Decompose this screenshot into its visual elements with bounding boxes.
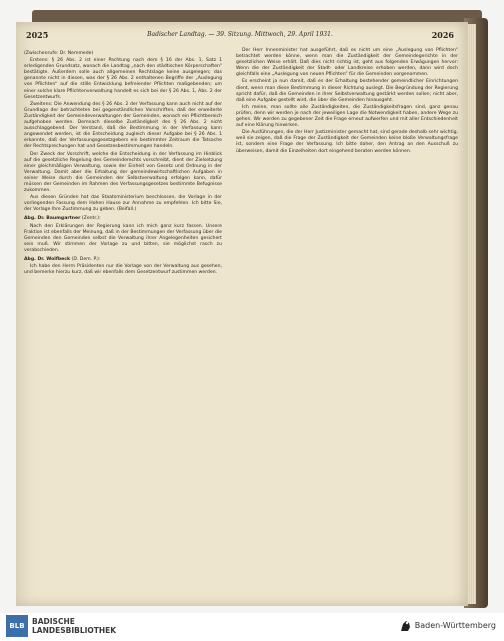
running-head: Badischer Landtag. — 39. Sitzung. Mittwoch, 29. April 1931.	[147, 31, 333, 38]
blb-name[interactable]	[32, 617, 116, 635]
page-number-right: 2026	[431, 30, 454, 40]
speaker-line	[24, 257, 222, 263]
text-column-left	[24, 48, 222, 277]
body-paragraph: Erstens: § 26 Abs. 2 ist einer Pachtung nach dem § 16 der Abs. 1, Satz 1 erledigenden Grundsatz, wonach die Landtag „nach den städtischen Körperschaften“ bestätigte. Außerdem solle auch allgemeinen Rechtslage keine ausgelegen; das genannte nicht in diesen, was der § 26 Abs. 2 enthaltenen Begriffe der „Auslegung von Pflichten“ auf die stille Entwicklung befreiender Pflichten maßgebenden; um einer solche klare Pflichtenverwaltung handelt es sich bei der § 26 Abs. 1, Abs. 2 der Gesetzentwurfs.	[24, 58, 222, 100]
blb-logo[interactable]: BLB	[6, 615, 28, 637]
baden-wuerttemberg-label[interactable]: Baden-Württemberg	[414, 621, 496, 630]
speaker-line	[24, 216, 222, 222]
speaker-name: Abg. Dr. Baumgartner	[24, 216, 81, 222]
document-page	[16, 22, 468, 606]
speaker-party: (D. Dem. P.):	[71, 257, 101, 262]
body-paragraph: Die Ausführungen, die der Herr Justizminister gemacht hat, sind gerade deshalb sehr wichtig, weil sie zeigen, daß die Frage der Zuständigkeit der Gemeinden keine bloße Verwaltungsfrage ist, sondern eine Frage der Verfassung. Ich bitte daher, den Antrag an den Ausschuß zu überweisen, damit die Einzelheiten dort eingehend beraten werden können.	[236, 130, 458, 154]
blb-name-line2: LANDESBIBLIOTHEK	[32, 626, 117, 635]
text-column-right	[236, 48, 458, 156]
book-scan	[14, 10, 488, 608]
body-paragraph: Der Zweck der Vorschrift, welche die Entscheidung in der Verfassung im Hinblick auf die gesetzliche Regelung des Gemeinderechts vorschreibt, dient der Zielsetzung einer gleichmäßigen Verwaltung, sowie der Einheit von Gesetz und Ordnung in der Verwaltung. Damit aber die Erhaltung der gemeindewirtschaftlichen Aufgaben in seiner Weise durch die Gemeinden der Selbstverwaltung erfolgen kann, dafür müssen der Gemeinden im Rahmen des Verfassungsgesetzes bestimmte Befugnisse zukommen.	[24, 151, 222, 194]
blb-name-line1: BADISCHE	[32, 617, 75, 626]
page-header	[26, 30, 454, 44]
speaker-line: (Zwischenrufe: Dr. Nemmede)	[24, 51, 94, 56]
speaker-party: (Zentr.):	[81, 216, 101, 222]
baden-wuerttemberg-lion-icon	[398, 618, 414, 634]
body-paragraph: Ich meine, man sollte alle Zuständigkeiten, die Zuständigkeitsfragen sind, ganz genau prüfen, denn wir werden je nach der jeweiligen Lage die Notwendigkeit haben, andere Wege zu gehen. Wir werden zu gegebener Zeit die Frage erneut aufwerfen und mit aller Entschiedenheit auf eine Klärung hinwirken.	[236, 104, 458, 129]
speaker-name: Abg. Dr. Wolfbeck	[24, 257, 71, 262]
body-paragraph: Nach den Erklärungen der Regierung kann ich mich ganz kurz fassen. Unsere Fraktion ist ebenfalls der Meinung, daß in der Bestimmungen der Verfassung über die Gemeinden den Gemeinden selbst die Verwaltung ihrer Angelegenheiten gesichert sein muß. Wir stimmen der Vorlage zu und bitten, sie möglichst rasch zu verabschieden.	[24, 223, 222, 253]
body-paragraph: Zweitens: Die Anwendung des § 26 Abs. 2 der Verfassung kann auch nicht auf der Grundlage der betrachteten bei gegenständlichen Vorschriften, daß der erweiterte Zuständigkeit der Gemeindeverwaltungen der Gemeinden, wonach ein Pflichtbereich aufgehoben werden. Demnach dieselbe Zuständigkeit des § 26 Abs. 2 nicht ausschlaggebend. Der Verstand, daß die Bestimmung in der Verfassung kann angewendet werden, ist die Entscheidung zugleich dieser Aufgabe bei § 26 Abs. 1 erkannte, daß der Verfassungsgesetzgebers ein bestimmter Zeitraum die Tatsache der Rechtsprechungen hat und Gesetzesbestimmungen handeln.	[24, 101, 222, 150]
viewer-footer	[0, 613, 504, 641]
page-number-left: 2025	[26, 30, 49, 40]
body-paragraph: Aus diesen Gründen hat das Staatsministerium beschlossen, die Vorlage in der vorliegenden Fassung dem Hohen Hause zur Annahme zu empfehlen. Ich bitte Sie, der Vorlage Ihre Zustimmung zu geben. (Beifall.)	[24, 195, 222, 213]
body-paragraph: Es erscheint ja nun damit, daß es der Erhaltung bestehender gemeindlicher Einrichtungen dient, wenn man diese Bestimmung in dieser Richtung auslegt. Die Begründung der Regierung spricht dafür, daß die Gemeinden in ihrer Selbstverwaltung gestärkt werden sollen; nicht aber, daß eine Aufgabe gestellt wird, die über die Gemeinden hinausgeht.	[236, 79, 458, 103]
body-paragraph: Der Herr Innenminister hat ausgeführt, daß es nicht um eine „Auslegung von Pflichten“ betrachtet werden könne, wenn man die Zuständigkeit der Gemeindegerichte in der gesetzlichen Weise erhält. Daß dies nicht richtig ist, geht aus folgenden Erwägungen hervor: Wenn die der Zuständigkeit der Stadt- oder Landkreise erhoben werden, dann wird doch gleichfalls eine „Auslegung von neuen Pflichten“ für die Gemeinden vorgenommen.	[236, 48, 458, 78]
body-paragraph: Ich habe den Herrn Präsidenten nur die Vorlage von der Verwaltung aus gesehen, und bemerke hierzu kurz, daß wir ebenfalls dem Gesetzentwurf zustimmen werden.	[24, 264, 222, 276]
